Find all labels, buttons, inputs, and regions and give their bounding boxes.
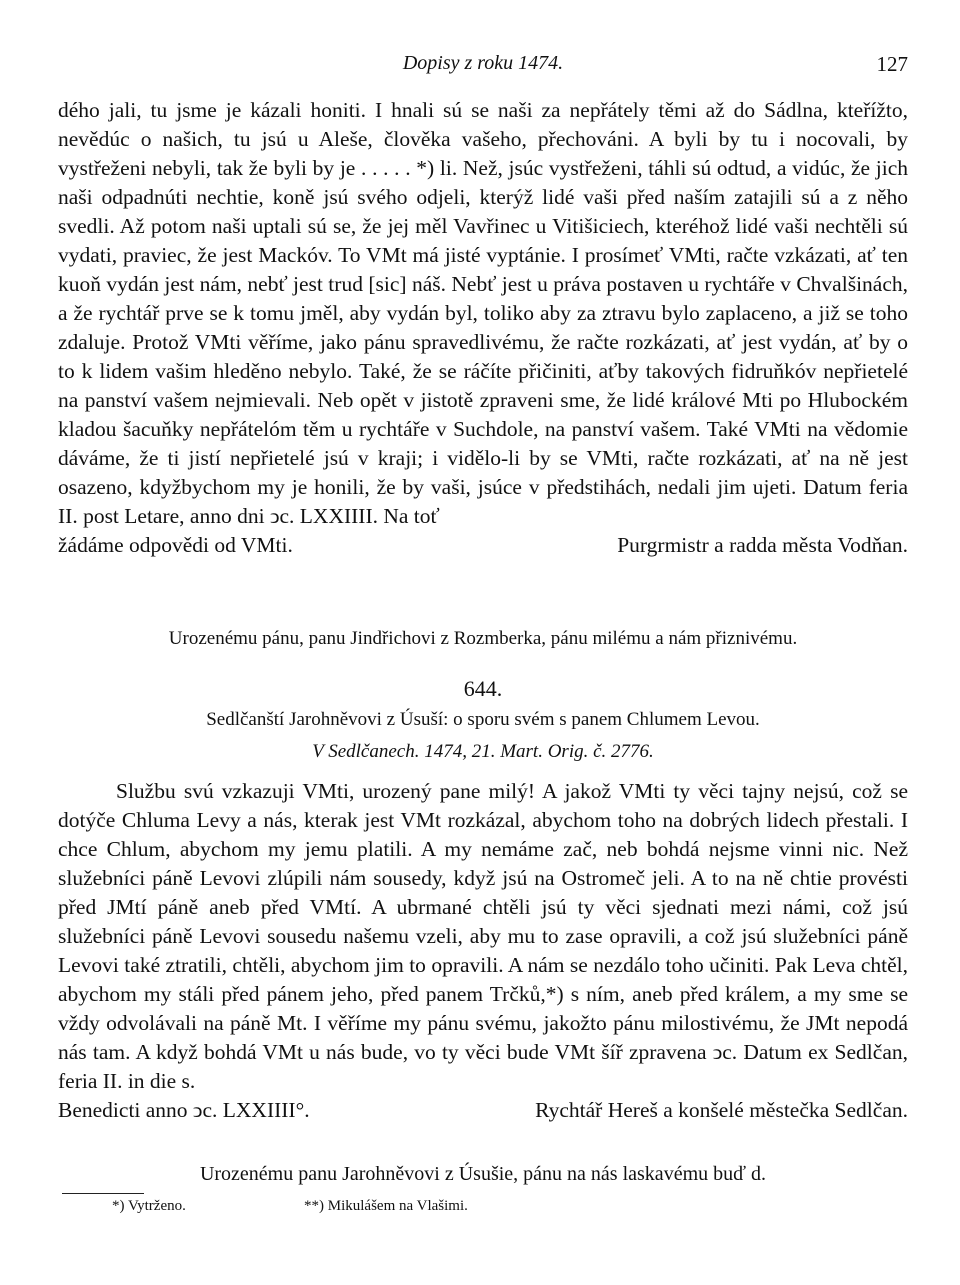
footnote-2: **) Mikulášem na Vlašimi.: [304, 1198, 468, 1214]
letter-643-closing: [58, 531, 908, 560]
letter-643-address: Urozenému pánu, panu Jindřichovi z Rozmberka, pánu milému a nám přiznivému.: [168, 628, 798, 649]
letter-643-closing-text: žádáme odpovědi od VMti.: [58, 533, 293, 557]
letter-644-closing: [58, 1096, 908, 1125]
page-header: [58, 52, 908, 82]
footnote-divider: [62, 1193, 144, 1194]
page-number: 127: [876, 52, 908, 76]
document-number: 644.: [463, 676, 503, 701]
running-title: Dopisy z roku 1474.: [402, 52, 564, 74]
letter-644-address: Urozenému panu Jarohněvovi z Úsušie, pánu na nás laskavému buď d.: [199, 1163, 767, 1185]
letter-643-signature: Purgrmistr a radda města Vodňan.: [617, 533, 908, 557]
letter-643-text: dého jali, tu jsme je kázali honiti. I hnali sú se naši za nepřátely těmi až do Sádlna, kteřížto, nevědúc o našich, tu jsú u Aleše, člověka vašeho, přechováni. A byli by tu i nocovali, by vystřeženi nebyli, tak že byli by je . . . . . *) li. Než, jsúc vystřeženi, táhli sú odtud, a vidúc, že jich naši odpadnúti nechtie, koně jsú svého odjeli, kterýž lidé vaši před naším zatajili sú a z něho svedli. Až potom naši uptali sú se, že jej měl Vavřinec u Vitišiciech, kteréhož lidé vaši nechtěli sú vydati, praviec, že jest Mackóv. To VMt má jisté vyptánie. I prosímeť VMti, račte vzkázati, ať ten kuoň vydán jest nám, nebť jest trud [sic] náš. Nebť jest u práva postaven u rychtáře v Chvalšinách, a že rychtář prve se k tomu jměl, aby vydán byl, toliko aby za ztravu bylo zaplaceno, a již se toho zdaluje. Protož VMti věříme, jako pánu spravedlivému, že račte rozkázati, ať jest vydán, ať by o to k lidem vašim hleděno nebylo. Také, že se ráčíte přičiniti, aťby takových fidruňkóv nepřietelé na panství vašem nejmievali. Neb opět v jistotě zpraveni sme, že lidé králové Mti po Hlubockém kladou šacuňky nepřátelóm těm u rychtáře v Suchdole, na panství vašem. Také VMti na vědomie dáváme, že ti jistí nepřietelé jsú v kraji; i vidělo-li by se VMti, račte rozkázati, ať na ně jest osazeno, kdyžbychom my je honili, že by vaši, jsúce v předstihách, nedali jim ujeti. Datum feria II. post Letare, anno dni ↄc. LXXIIII. Na toť: [58, 98, 908, 528]
letter-644-signature: Rychtář Hereš a konšelé městečka Sedlčan.: [535, 1098, 908, 1122]
document-place-date: V Sedlčanech. 1474, 21. Mart. Orig. č. 2776.: [312, 741, 654, 762]
letter-643-body: [58, 96, 908, 560]
footnote-1: *) Vytrženo.: [112, 1198, 186, 1214]
letter-644-closing-text: Benedicti anno ↄc. LXXIIII°.: [58, 1098, 310, 1122]
letter-644-body: [58, 777, 908, 1125]
letter-644-text: Službu svú vzkazuji VMti, urozený pane milý! A jakož VMti ty věci tajny nejsú, což se dotýče Chluma Levy a nás, kterak jest VMt rozkázal, abychom toho na dobrých lidech přestali. I chce Chlum, abychom my jemu platili. A my nemáme zač, neb bohdá nejsme vinni nic. Než služebníci páně Levovi zlúpili nám sousedy, když jsú na Ostromeč jeli. A to na ně chtie provésti před JMtí páně aneb před VMtí. A ubrmané chtěli jsú ty věci sjednati mezi námi, což jsú služebníci páně Levovi sousedu našemu vzeli, aby mu to zase opravili, a což jsú služebníci páně Levovi také ztratili, chtěli, abychom jim to opravili. A nám se nezdálo toho učiniti. Pak Leva chtěl, abychom my stáli před pánem jeho, před panem Trčků,*) s ním, aneb před králem, a my sme se vždy odvolávali na páně Mt. I věříme my pánu svému, jakožto pánu milostivému, že JMt nepodá nás tam. A když bohdá VMt u nás bude, vo ty věci bude VMt šíř zpravena ↄc. Datum ex Sedlčan, feria II. in die s.: [58, 779, 908, 1093]
document-regest: Sedlčanští Jarohněvovi z Úsuší: o sporu svém s panem Chlumem Levou.: [206, 709, 760, 730]
